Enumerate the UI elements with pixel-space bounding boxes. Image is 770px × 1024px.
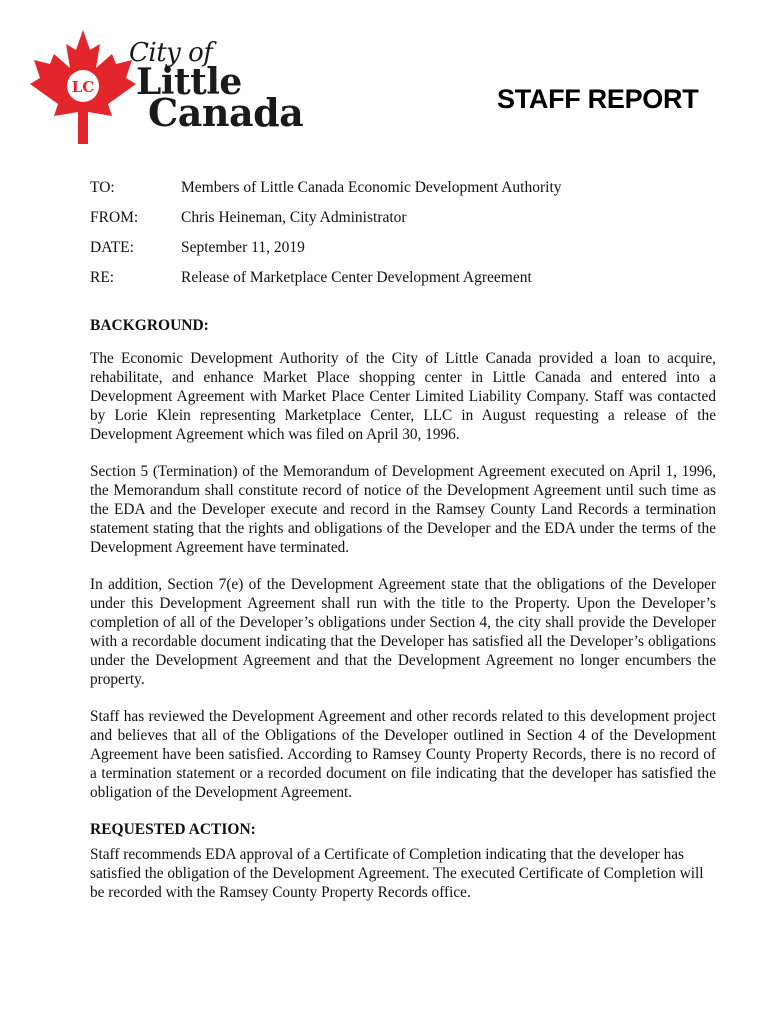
memo-header — [90, 173, 690, 293]
background-heading: BACKGROUND: — [90, 317, 209, 334]
logo-text-little: Little — [136, 61, 242, 103]
memo-value: Chris Heineman, City Administrator — [181, 209, 407, 226]
memo-value: Release of Marketplace Center Development Agreement — [181, 269, 532, 286]
report-title: STAFF REPORT — [497, 84, 699, 114]
background-paragraph: In addition, Section 7(e) of the Development Agreement state that the obligations of the Developer under this Development Agreement shall run with the title to the Property. Upon the Developer’s completion of all of the Developer’s obligations under Section 4, the city shall provide the Developer with a recordable document indicating that the Developer has satisfied all the Developer’s obligations under the Development Agreement and that the Development Agreement no longer encumbers the property. — [90, 576, 716, 688]
background-paragraph: Staff has reviewed the Development Agreement and other records related to this development project and believes that all of the Obligations of the Developer outlined in Section 4 of the Development Agreement have been satisfied. According to Ramsey County Property Records, there is no record of a termination statement or a recorded document on file indicating that the developer has satisfied the obligation of the Development Agreement. — [90, 708, 716, 801]
background-paragraph: Section 5 (Termination) of the Memorandum of Development Agreement executed on April 1, 1996, the Memorandum shall constitute record of notice of the Development Agreement until such time as the EDA and the Developer execute and record in the Ramsey County Land Records a termination statement stating that the rights and obligations of the Developer and the EDA under the terms of the Development Agreement have terminated. — [90, 463, 716, 556]
logo-monogram: LC — [71, 78, 95, 96]
memo-row-from — [90, 203, 690, 233]
city-logo — [28, 28, 308, 158]
report-body — [90, 316, 716, 902]
memo-label: RE: — [90, 269, 115, 286]
background-paragraph: The Economic Development Authority of the City of Little Canada provided a loan to acquire, rehabilitate, and enhance Market Place shopping center in Little Canada and entered into a Development Agreement with Market Place Center Limited Liability Company. Staff was contacted by Lorie Klein representing Marketplace Center, LLC in August requesting a release of the Development Agreement which was filed on April 30, 1996. — [90, 350, 716, 443]
memo-label: TO: — [90, 179, 115, 196]
logo-text-city-of: City of — [129, 38, 213, 68]
memo-label: FROM: — [90, 209, 139, 226]
memo-value: September 11, 2019 — [181, 239, 305, 256]
requested-action-text: Staff recommends EDA approval of a Certificate of Completion indicating that the developer has satisfied the obligation of the Development Agreement. The executed Certificate of Completion will be recorded with the Ramsey County Property Records office. — [90, 846, 704, 901]
memo-value: Members of Little Canada Economic Development Authority — [181, 179, 562, 196]
memo-row-re — [90, 263, 690, 293]
memo-row-to — [90, 173, 690, 203]
maple-leaf-icon — [28, 28, 138, 148]
requested-action-heading: REQUESTED ACTION: — [90, 821, 256, 838]
memo-label: DATE: — [90, 239, 134, 256]
logo-text-canada: Canada — [148, 90, 304, 135]
memo-row-date — [90, 233, 690, 263]
